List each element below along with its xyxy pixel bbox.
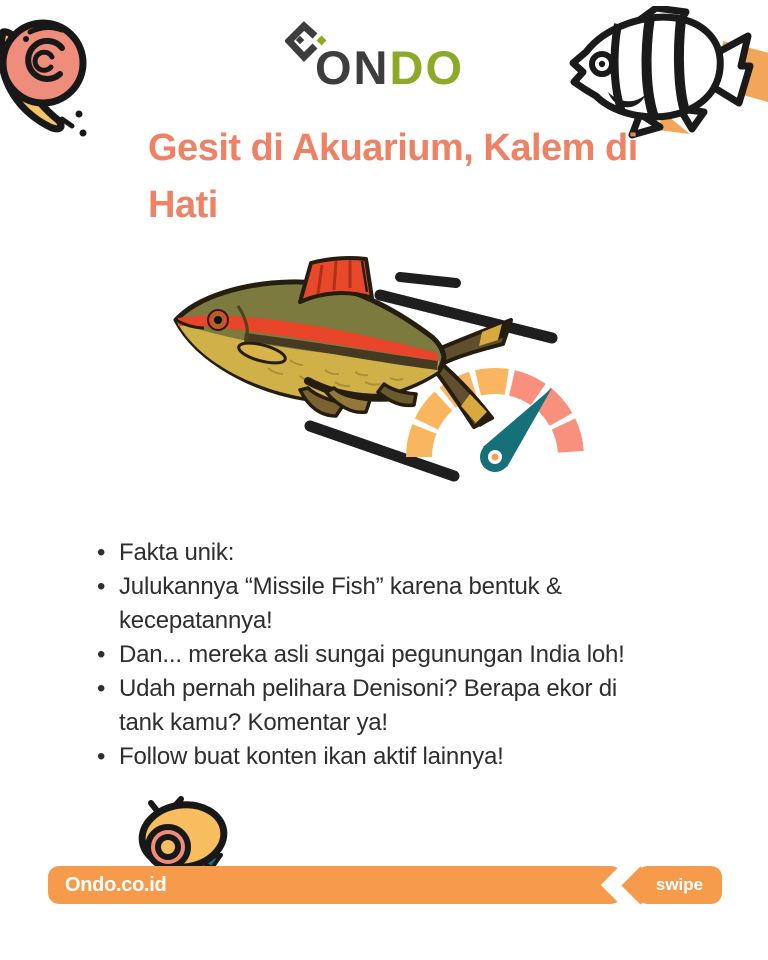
swipe-label: swipe <box>655 875 704 894</box>
speedometer-needle <box>480 388 552 472</box>
brand-logo <box>285 20 505 100</box>
snail-peeking-illustration <box>0 6 150 151</box>
denison-barb-speeding-with-speedometer-illustration <box>150 250 600 510</box>
brand-wordmark <box>315 41 464 94</box>
bullet-item: • Udah pernah pelihara Denisoni? Berapa ekor di tank kamu? Komentar ya! <box>119 672 655 740</box>
bullet-item: • Dan... mereka asli sungai pegunungan India loh! <box>119 638 655 672</box>
logo-text-primary: ON <box>315 41 390 94</box>
bullet-item: • Fakta unik: <box>119 536 655 570</box>
bullet-item: • Follow buat konten ikan aktif lainnya! <box>119 740 655 774</box>
swipe-button[interactable] <box>637 866 722 904</box>
website-label: Ondo.co.id <box>65 873 167 896</box>
bullet-list <box>95 536 655 774</box>
bullet-item: • Julukannya “Missile Fish” karena bentuk & kecepatannya! <box>119 570 655 638</box>
logo-text-secondary: DO <box>389 41 464 94</box>
footer-bar <box>48 866 622 904</box>
snail-resting-illustration <box>122 788 242 878</box>
page-title: Gesit di Akuarium, Kalem di Hati <box>148 127 638 226</box>
